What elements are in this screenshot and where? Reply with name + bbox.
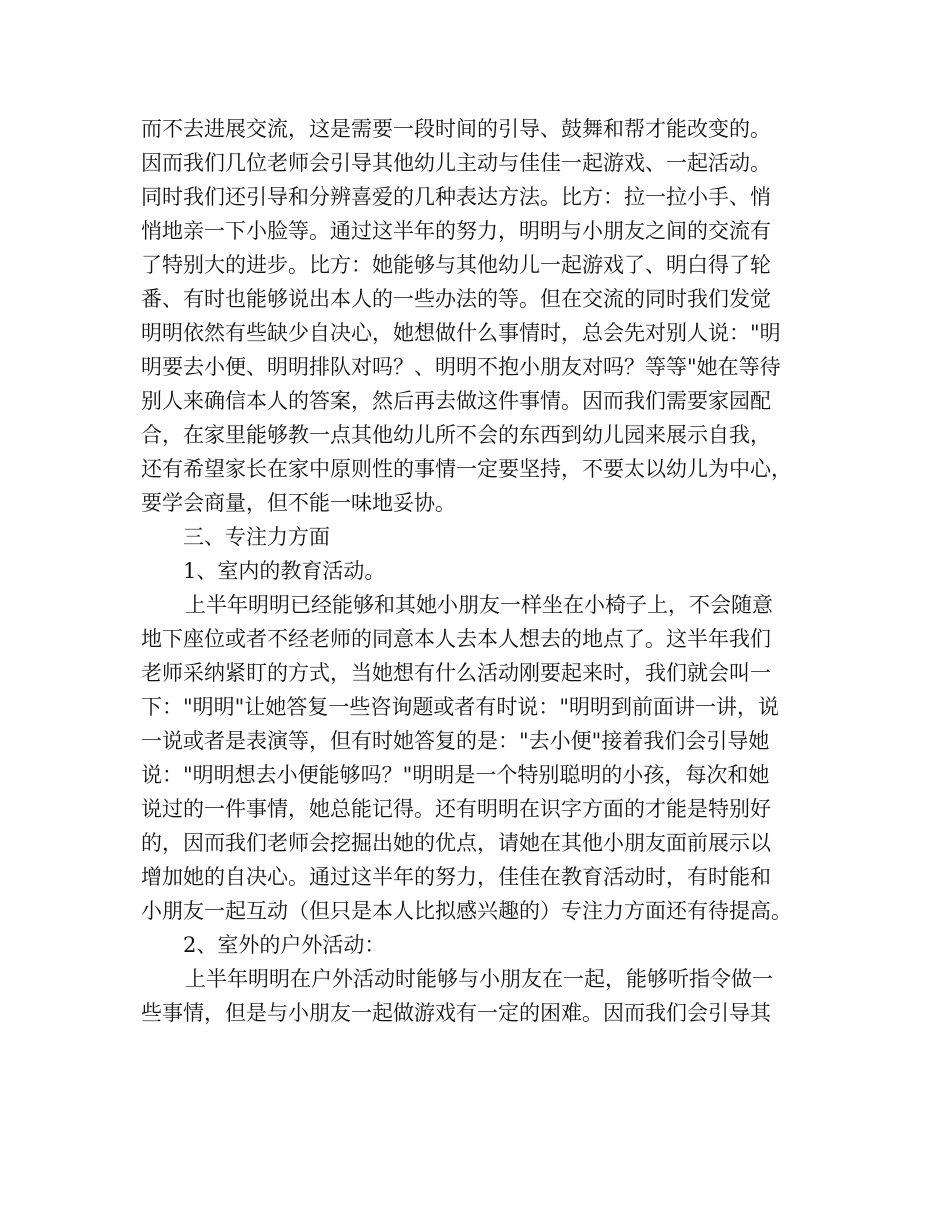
text-line: 些事情，但是与小朋友一起做游戏有一定的困难。因而我们会引导其 <box>141 1001 771 1025</box>
text-line: 合，在家里能够教一点其他幼儿所不会的东西到幼儿园来展示自我， <box>141 423 771 447</box>
text-line: 要学会商量，但不能一味地妥协。 <box>141 491 456 515</box>
text-line: 说："明明想去小便能够吗？"明明是一个特别聪明的小孩，每次和她 <box>141 763 770 787</box>
text-line: 老师采纳紧盯的方式，当她想有什么活动刚要起来时，我们就会叫一 <box>141 661 771 685</box>
text-line: 番、有时也能够说出本人的一些办法的等。但在交流的同时我们发觉 <box>141 287 771 311</box>
subsection-heading: 2、室外的户外活动： <box>183 933 386 957</box>
text-line: 小朋友一起互动（但只是本人比拟感兴趣的）专注力方面还有待提高。 <box>141 899 792 923</box>
text-line: 说过的一件事情，她总能记得。还有明明在识字方面的才能是特别好 <box>141 797 771 821</box>
text-line: 同时我们还引导和分辨喜爱的几种表达方法。比方：拉一拉小手、悄 <box>141 185 771 209</box>
paragraph-first-line: 上半年明明在户外活动时能够与小朋友在一起，能够听指令做一 <box>185 967 773 991</box>
text-line: 因而我们几位老师会引导其他幼儿主动与佳佳一起游戏、一起活动。 <box>141 151 771 175</box>
text-line: 别人来确信本人的答案，然后再去做这件事情。因而我们需要家园配 <box>141 389 771 413</box>
subsection-heading: 1、室内的教育活动。 <box>183 559 386 583</box>
body-text <box>141 112 821 1030</box>
text-line: 一说或者是表演等，但有时她答复的是："去小便"接着我们会引导她 <box>141 729 770 753</box>
text-line: 地下座位或者不经老师的同意本人去本人想去的地点了。这半年我们 <box>141 627 771 651</box>
section-heading: 三、专注力方面 <box>183 525 330 549</box>
text-line: 明明依然有些缺少自决心，她想做什么事情时，总会先对别人说："明 <box>141 321 781 345</box>
text-line: 增加她的自决心。通过这半年的努力，佳佳在教育活动时，有时能和 <box>141 865 771 889</box>
text-line: 明要去小便、明明排队对吗？、明明不抱小朋友对吗？等等"她在等待 <box>141 355 781 379</box>
text-line: 悄地亲一下小脸等。通过这半年的努力，明明与小朋友之间的交流有 <box>141 219 771 243</box>
text-line: 还有希望家长在家中原则性的事情一定要坚持，不要太以幼儿为中心， <box>141 457 792 481</box>
text-line: 下："明明"让她答复一些咨询题或者有时说："明明到前面讲一讲，说 <box>141 695 779 719</box>
text-line: 了特别大的进步。比方：她能够与其他幼儿一起游戏了、明白得了轮 <box>141 253 771 277</box>
paragraph-first-line: 上半年明明已经能够和其她小朋友一样坐在小椅子上，不会随意 <box>185 593 773 617</box>
text-line: 的，因而我们老师会挖掘出她的优点，请她在其他小朋友面前展示以 <box>141 831 771 855</box>
text-line: 而不去进展交流，这是需要一段时间的引导、鼓舞和帮才能改变的。 <box>141 117 771 141</box>
